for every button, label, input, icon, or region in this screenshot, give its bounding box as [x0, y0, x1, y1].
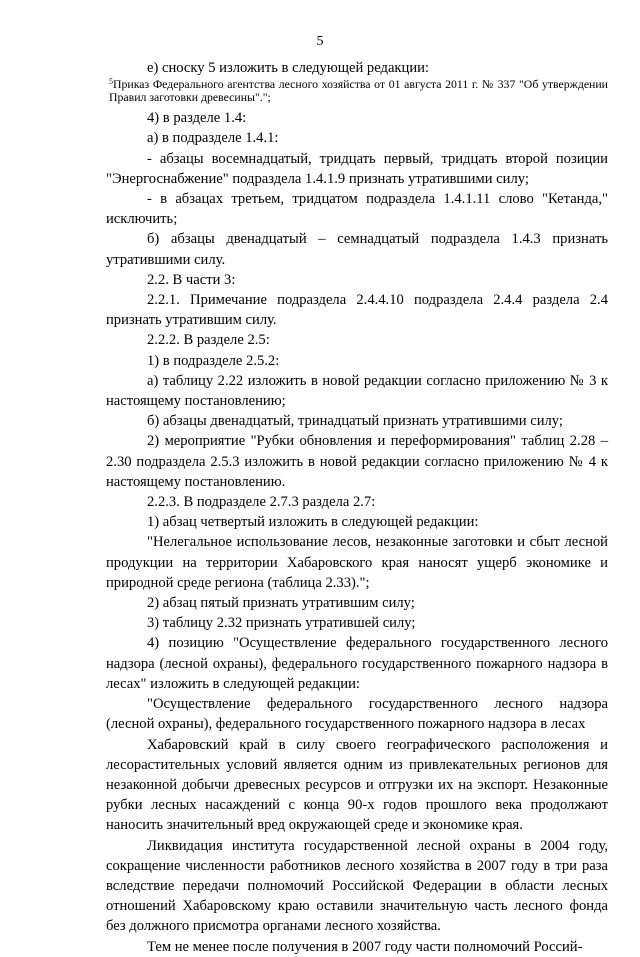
paragraph: а) в подразделе 1.4.1: [147, 130, 279, 147]
paragraph: 2.2. В части 3: [147, 271, 236, 288]
page-number: 5 [316, 34, 324, 49]
document-body [106, 58, 608, 957]
footnote-marker: 5 [109, 77, 113, 87]
footnote-text [106, 78, 608, 104]
footnote-body: Приказ Федерального агентства лесного хозяйства от 01 августа 2011 г. № 337 "Об утверждении Правил заготовки древесины"."; [109, 77, 608, 105]
paragraph: 2.2.1. Примечание подраздела 2.4.4.10 подраздела 2.4.4 раздела 2.4 признать утратившим силу. [106, 292, 608, 329]
paragraph: 2) мероприятие "Рубки обновления и переформирования" таблиц 2.28 – 2.30 подраздела 2.5.3 изложить в новой редакции согласно приложению № 4 к настоящему постановлению. [106, 433, 608, 490]
paragraph: е) сноску 5 изложить в следующей редакции: [147, 60, 429, 76]
paragraph: - в абзацах третьем, тридцатом подраздела 1.4.1.11 слово "Кетанда," исключить; [106, 191, 608, 228]
paragraph: 3) таблицу 2.32 признать утратившей силу; [147, 615, 416, 632]
paragraph: Хабаровский край в силу своего географического расположения и лесорастительных условий является одним из привлекательных регионов для незаконной добычи древесных ресурсов и отгрузки их на экспорт. Незаконные рубки лесных насаждений с конца 90-х годов прошлого века продолжают наносить значительный вред окружающей среде и экономике края. [106, 736, 608, 834]
paragraph: а) таблицу 2.22 изложить в новой редакции согласно приложению № 3 к настоящему постановлению; [106, 372, 608, 410]
paragraph: Тем не менее после получения в 2007 году части полномочий Россий- [147, 938, 583, 955]
paragraph: 4) в разделе 1.4: [147, 110, 247, 127]
paragraph: 2.2.3. В подразделе 2.7.3 раздела 2.7: [147, 494, 376, 511]
paragraph: "Нелегальное использование лесов, незаконные заготовки и сбыт лесной продукции на территории Хабаровского края наносят ущерб экономике и природной среде региона (таблица 2.33)."; [106, 534, 608, 591]
paragraph: Ликвидация института государственной лесной охраны в 2004 году, сокращение численности работников лесного хозяйства в 2007 году в три раза вследствие передачи полномочий Российской Федерации в области лесных отношений Хабаровскому краю оставили значительную часть лесного фонда без должного присмотра органами лесного хозяйства. [106, 837, 608, 935]
paragraph: 4) позицию "Осуществление федерального государственного лесного надзора (лесной охраны), федерального государственного пожарного надзора в лесах" изложить в следующей редакции: [106, 635, 608, 692]
paragraph: 1) в подразделе 2.5.2: [147, 352, 280, 369]
paragraph: 2) абзац пятый признать утратившим силу; [147, 595, 415, 612]
paragraph: б) абзацы двенадцатый, тринадцатый признать утратившими силу; [147, 413, 563, 430]
paragraph: б) абзацы двенадцатый – семнадцатый подраздела 1.4.3 признать утратившими силу. [106, 231, 608, 268]
paragraph: 2.2.2. В разделе 2.5: [147, 332, 270, 349]
paragraph: - абзацы восемнадцатый, тридцать первый, тридцать второй позиции "Энергоснабжение" подраздела 1.4.1.9 признать утратившими силу; [106, 150, 608, 187]
paragraph: "Осуществление федерального государственного лесного надзора (лесной охраны), федерального государственного пожарного надзора в лесах [106, 696, 608, 733]
paragraph: 1) абзац четвертый изложить в следующей редакции: [147, 514, 479, 531]
